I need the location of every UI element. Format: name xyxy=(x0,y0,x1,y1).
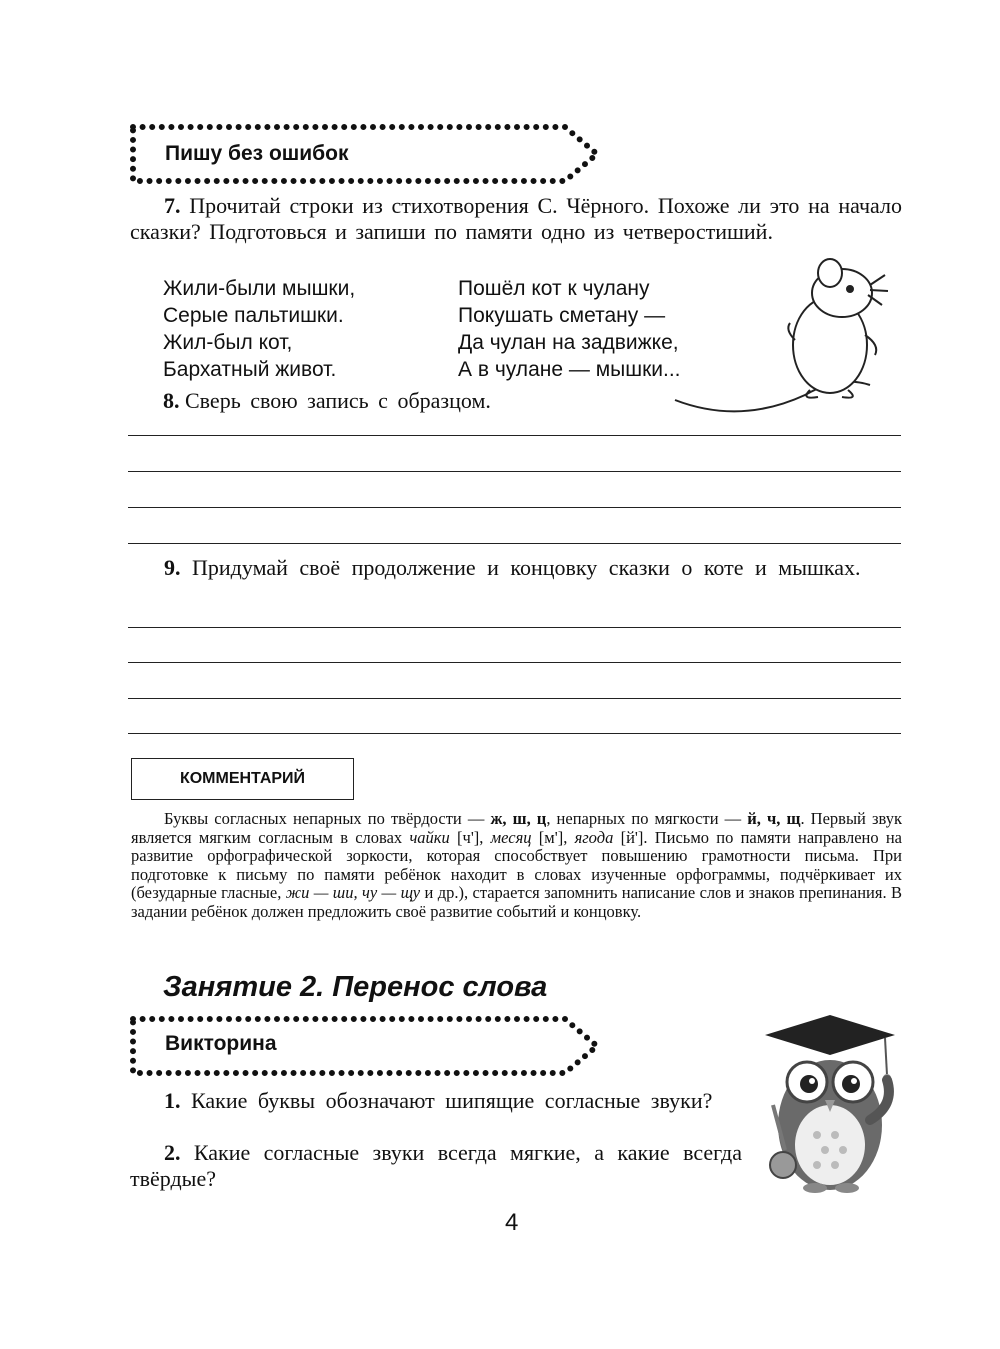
writing-line[interactable] xyxy=(128,435,901,436)
writing-line[interactable] xyxy=(128,662,901,663)
task-text: Придумай своё продолжение и концовку сказки о коте и мышках. xyxy=(192,555,861,580)
banner-title: Пишу без ошибок xyxy=(165,142,349,165)
task-number: 7. xyxy=(164,193,181,218)
comment-segment: , непарных по мягкости — xyxy=(546,809,748,828)
comment-segment: и др.), старается запомнить написание слов и знаков препинания. В задании ребёнок должен предложить своё развитие событий и концовку. xyxy=(131,883,902,921)
poem-line: Бархатный живот. xyxy=(163,358,337,381)
task-number: 1. xyxy=(164,1088,181,1113)
lesson-title: Занятие 2. Перенос слова xyxy=(163,971,548,1003)
quiz-question-2 xyxy=(130,1140,742,1192)
writing-line[interactable] xyxy=(128,471,901,472)
task-9 xyxy=(130,555,902,581)
poem-stanza-left xyxy=(163,275,355,383)
poem-line: Да чулан на задвижке, xyxy=(458,331,679,354)
comment-segment: ягода xyxy=(574,827,614,847)
task-number: 2. xyxy=(164,1140,181,1165)
comment-segment: [м'], xyxy=(531,827,575,847)
poem-line: А в чулане — мышки... xyxy=(458,358,681,381)
quiz-question-1 xyxy=(130,1088,748,1114)
comment-segment: . Первый звук является мягким согласным в словах xyxy=(131,809,902,847)
comment-segment: [й']. Письмо по памяти направлено на развитие орфографической зоркости, которая способствует повышению грамотности письма. При подготовке к письму по памяти ребёнок находит в словах изученные орфограммы, подчёркивает их (безударные гласные, xyxy=(131,827,903,903)
task-text: Какие согласные звуки всегда мягкие, а какие всегда твёрдые? xyxy=(130,1140,743,1191)
comment-segment: жи — ши, чу — щу xyxy=(285,883,421,903)
writing-line[interactable] xyxy=(128,543,901,544)
comment-segment: й, ч, щ xyxy=(747,809,801,828)
comment-label-box xyxy=(131,758,354,800)
writing-line[interactable] xyxy=(128,507,901,508)
writing-line[interactable] xyxy=(128,733,901,734)
comment-text xyxy=(131,810,902,922)
poem-line: Покушать сметану — xyxy=(458,304,666,327)
task-number: 9. xyxy=(164,555,181,580)
poem-line: Пошёл кот к чулану xyxy=(458,277,650,300)
comment-segment: чайки xyxy=(409,827,450,847)
owl-illustration xyxy=(755,1010,905,1195)
mouse-illustration xyxy=(670,225,900,425)
comment-segment: ж, ш, ц xyxy=(490,809,547,828)
comment-segment: [ч'], xyxy=(449,827,491,847)
writing-line[interactable] xyxy=(128,627,901,628)
task-text: Сверь свою запись с образцом. xyxy=(185,388,491,413)
page-number: 4 xyxy=(505,1209,519,1236)
task-number: 8. xyxy=(163,388,180,413)
task-text: Прочитай строки из стихотворения С. Чёрного. Похоже ли это на начало сказки? Подготовься и запиши по памяти одно из четверостиший. xyxy=(130,193,902,244)
poem-stanza-right xyxy=(458,275,681,383)
banner-title: Викторина xyxy=(165,1032,277,1055)
poem-line: Жил-был кот, xyxy=(163,331,293,354)
comment-segment: Буквы согласных непарных по твёрдости — xyxy=(164,809,491,828)
writing-line[interactable] xyxy=(128,698,901,699)
poem-line: Жили-были мышки, xyxy=(163,277,356,300)
poem-line: Серые пальтишки. xyxy=(163,304,344,327)
task-text: Какие буквы обозначают шипящие согласные звуки? xyxy=(191,1088,713,1113)
comment-segment: месяц xyxy=(490,827,532,847)
task-8 xyxy=(163,388,491,414)
comment-label: КОММЕНТАРИЙ xyxy=(179,770,306,787)
